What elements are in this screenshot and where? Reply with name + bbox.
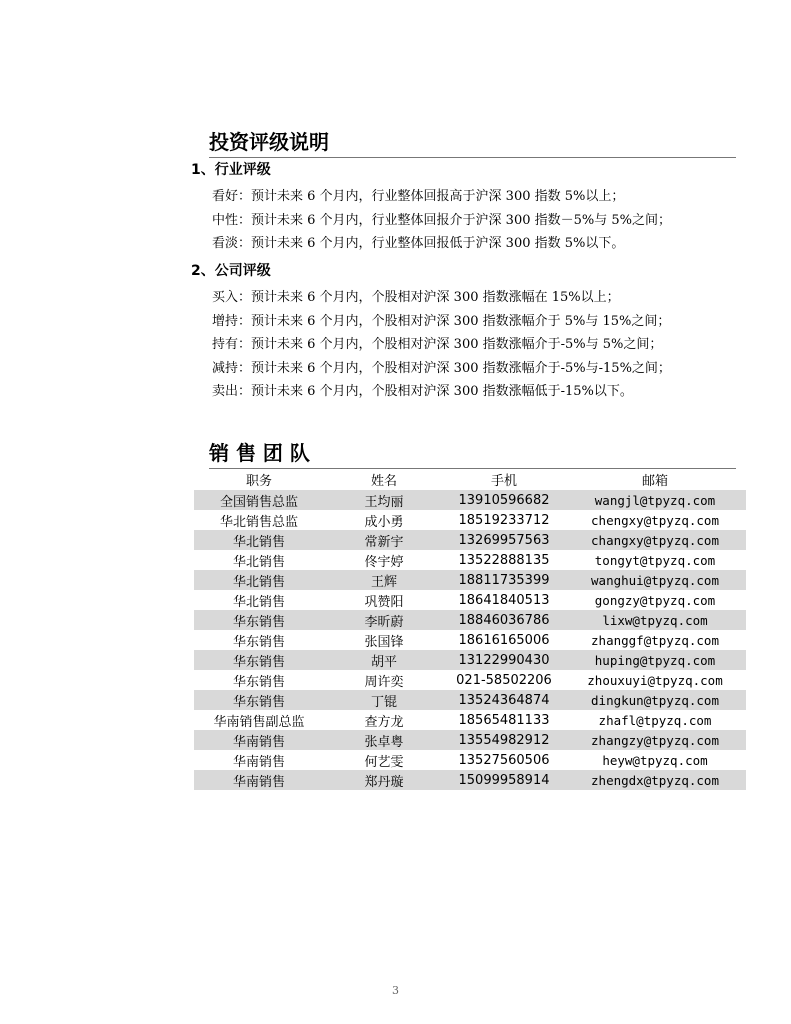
company-rating-heading: 2、公司评级 [191, 263, 271, 279]
position-cell: 华南销售副总监 [213, 714, 305, 730]
phone-cell: 13122990430 [458, 652, 550, 668]
phone-cell: 18519233712 [458, 512, 550, 528]
phone-cell: 13554982912 [458, 732, 550, 748]
name-cell: 周许奕 [364, 674, 404, 690]
name-cell: 郑丹璇 [364, 774, 404, 790]
name-cell: 张卓粤 [364, 734, 404, 750]
name-cell: 丁锟 [370, 694, 397, 710]
phone-cell: 021-58502206 [456, 672, 552, 688]
email-cell: chengxy@tpyzq.com [591, 512, 719, 528]
industry-rating-heading: 1、行业评级 [191, 162, 271, 178]
position-cell: 华南销售 [232, 754, 285, 770]
table-row [194, 650, 746, 670]
table-row [194, 630, 746, 650]
position-cell: 华北销售 [232, 574, 285, 590]
industry-rating-item: 看好：预计未来 6 个月内，行业整体回报高于沪深 300 指数 5%以上； [212, 189, 625, 204]
table-row [194, 710, 746, 730]
position-cell: 华东销售 [232, 674, 285, 690]
email-cell: gongzy@tpyzq.com [594, 592, 716, 608]
email-cell: huping@tpyzq.com [594, 652, 716, 668]
phone-cell: 18616165006 [458, 632, 550, 648]
email-cell: wangjl@tpyzq.com [594, 492, 716, 508]
email-cell: zhangzy@tpyzq.com [591, 732, 719, 748]
phone-cell: 13910596682 [458, 492, 550, 508]
phone-cell: 18846036786 [458, 612, 550, 628]
phone-cell: 13527560506 [458, 752, 550, 768]
name-cell: 胡平 [370, 654, 397, 670]
column-header-position: 职务 [245, 474, 272, 489]
name-cell: 王均丽 [364, 494, 404, 510]
phone-cell: 18811735399 [458, 572, 550, 588]
name-cell: 何艺雯 [364, 754, 404, 770]
table-row [194, 770, 746, 790]
email-cell: zhouxuyi@tpyzq.com [587, 672, 723, 688]
table-row [194, 490, 746, 510]
position-cell: 华南销售 [232, 734, 285, 750]
table-row [194, 690, 746, 710]
position-cell: 华北销售 [232, 534, 285, 550]
company-rating-item: 卖出：预计未来 6 个月内，个股相对沪深 300 指数涨幅低于-15%以下。 [212, 384, 633, 399]
industry-rating-list [212, 185, 671, 256]
table-row [194, 570, 746, 590]
rating-section-rule [209, 157, 736, 158]
position-cell: 华南销售 [232, 774, 285, 790]
table-row [194, 610, 746, 630]
column-header-email: 邮箱 [641, 474, 668, 489]
table-row [194, 670, 746, 690]
phone-cell: 13524364874 [458, 692, 550, 708]
email-cell: zhanggf@tpyzq.com [591, 632, 719, 648]
table-row [194, 550, 746, 570]
rating-section-title: 投资评级说明 [209, 130, 329, 154]
company-rating-item: 减持：预计未来 6 个月内，个股相对沪深 300 指数涨幅介于-5%与-15%之间； [212, 360, 671, 376]
company-rating-list [212, 286, 671, 404]
company-rating-item: 买入：预计未来 6 个月内，个股相对沪深 300 指数涨幅在 15%以上； [212, 290, 620, 305]
table-row [194, 510, 746, 530]
position-cell: 全国销售总监 [219, 494, 298, 510]
position-cell: 华北销售 [232, 594, 285, 610]
phone-cell: 15099958914 [458, 772, 550, 788]
name-cell: 查方龙 [364, 714, 404, 730]
column-header-phone: 手机 [490, 474, 517, 489]
position-cell: 华北销售 [232, 554, 285, 570]
position-cell: 华东销售 [232, 614, 285, 630]
column-header-name: 姓名 [370, 474, 397, 489]
sales-table-body [194, 490, 746, 790]
industry-rating-item: 看淡：预计未来 6 个月内，行业整体回报低于沪深 300 指数 5%以下。 [212, 236, 625, 251]
email-cell: wanghui@tpyzq.com [591, 572, 719, 588]
phone-cell: 18641840513 [458, 592, 550, 608]
email-cell: zhengdx@tpyzq.com [591, 772, 719, 788]
table-row [194, 730, 746, 750]
table-row [194, 750, 746, 770]
phone-cell: 18565481133 [458, 712, 550, 728]
company-rating-item: 持有：预计未来 6 个月内，个股相对沪深 300 指数涨幅介于-5%与 5%之间； [212, 337, 663, 352]
position-cell: 华北销售总监 [219, 514, 298, 530]
table-header-row [194, 469, 746, 490]
position-cell: 华东销售 [232, 694, 285, 710]
email-cell: zhafl@tpyzq.com [598, 712, 712, 728]
email-cell: dingkun@tpyzq.com [591, 692, 719, 708]
position-cell: 华东销售 [232, 654, 285, 670]
name-cell: 李昕蔚 [364, 614, 404, 630]
position-cell: 华东销售 [232, 634, 285, 650]
name-cell: 佟宇婷 [364, 554, 404, 570]
table-row [194, 590, 746, 610]
phone-cell: 13522888135 [458, 552, 550, 568]
name-cell: 王辉 [370, 574, 397, 590]
email-cell: lixw@tpyzq.com [602, 612, 708, 628]
table-row [194, 530, 746, 550]
phone-cell: 13269957563 [458, 532, 550, 548]
sales-team-title: 销 售 团 队 [209, 441, 310, 465]
name-cell: 张国锋 [364, 634, 404, 650]
industry-rating-item: 中性：预计未来 6 个月内，行业整体回报介于沪深 300 指数－5%与 5%之间； [212, 212, 671, 228]
name-cell: 常新宇 [364, 534, 404, 550]
name-cell: 巩赞阳 [364, 594, 404, 610]
email-cell: changxy@tpyzq.com [591, 532, 719, 548]
email-cell: tongyt@tpyzq.com [594, 552, 716, 568]
company-rating-item: 增持：预计未来 6 个月内，个股相对沪深 300 指数涨幅介于 5%与 15%之间； [212, 313, 671, 329]
sales-team-table [194, 469, 746, 790]
email-cell: heyw@tpyzq.com [602, 752, 708, 768]
name-cell: 成小勇 [364, 514, 404, 530]
page-number: 3 [392, 984, 399, 997]
